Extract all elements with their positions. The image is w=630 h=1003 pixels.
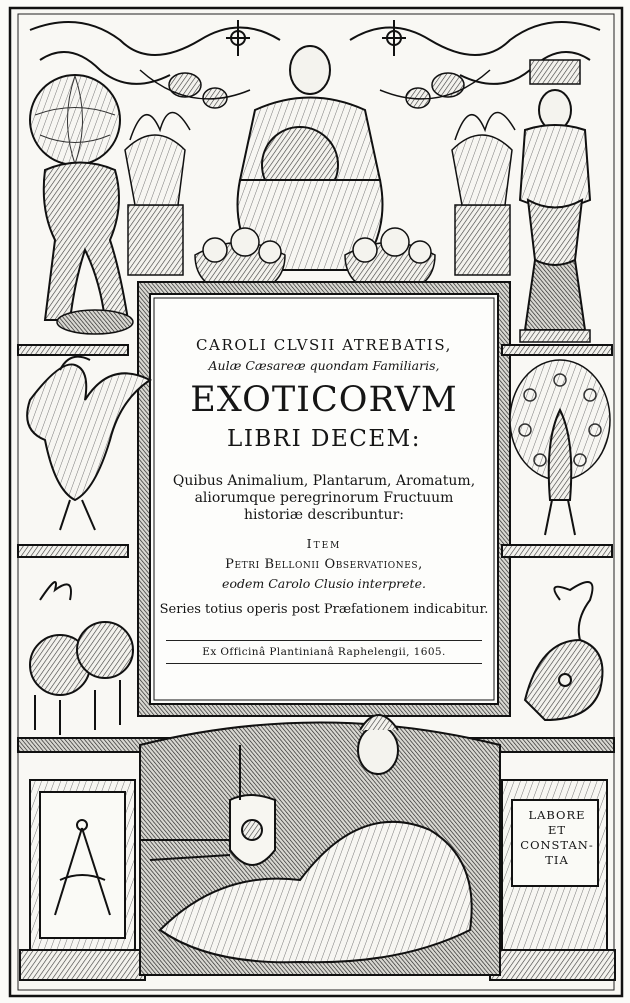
- description-line: Quibus Animalium, Plantarum, Aromatum,: [172, 473, 476, 489]
- author-line: CAROLI CLVSII ATREBATIS,: [195, 336, 453, 354]
- imprint: Ex Officinâ Plantinianâ Raphelengii, 1605.: [202, 646, 446, 658]
- title-cartouche: [156, 300, 492, 698]
- divider: [166, 663, 482, 664]
- minerva-figure-icon: [140, 715, 500, 975]
- main-title: EXOTICORVM: [190, 380, 458, 420]
- description-line: historiæ describuntur:: [243, 507, 404, 523]
- divider: [166, 640, 482, 641]
- motto-line: LABORE: [528, 808, 586, 822]
- author-subtitle: Aulæ Cæsareæ quondam Familiaris,: [208, 358, 440, 373]
- series-note: Series totius operis post Præfationem indicabitur.: [159, 602, 489, 617]
- description-line: aliorumque peregrinorum Fructuum: [194, 490, 454, 506]
- description: [156, 473, 492, 524]
- motto-line: ET: [547, 823, 567, 837]
- printer-motto: [515, 808, 599, 884]
- interpreter-line: eodem Carolo Clusio interprete.: [222, 576, 426, 591]
- motto-line: CONSTAN-: [520, 838, 594, 852]
- secondary-work: Petri Bellonii Observationes,: [225, 557, 423, 572]
- item-label: Item: [306, 536, 342, 551]
- title-subtitle: LIBRI DECEM:: [227, 426, 421, 452]
- motto-line: TIA: [545, 853, 569, 867]
